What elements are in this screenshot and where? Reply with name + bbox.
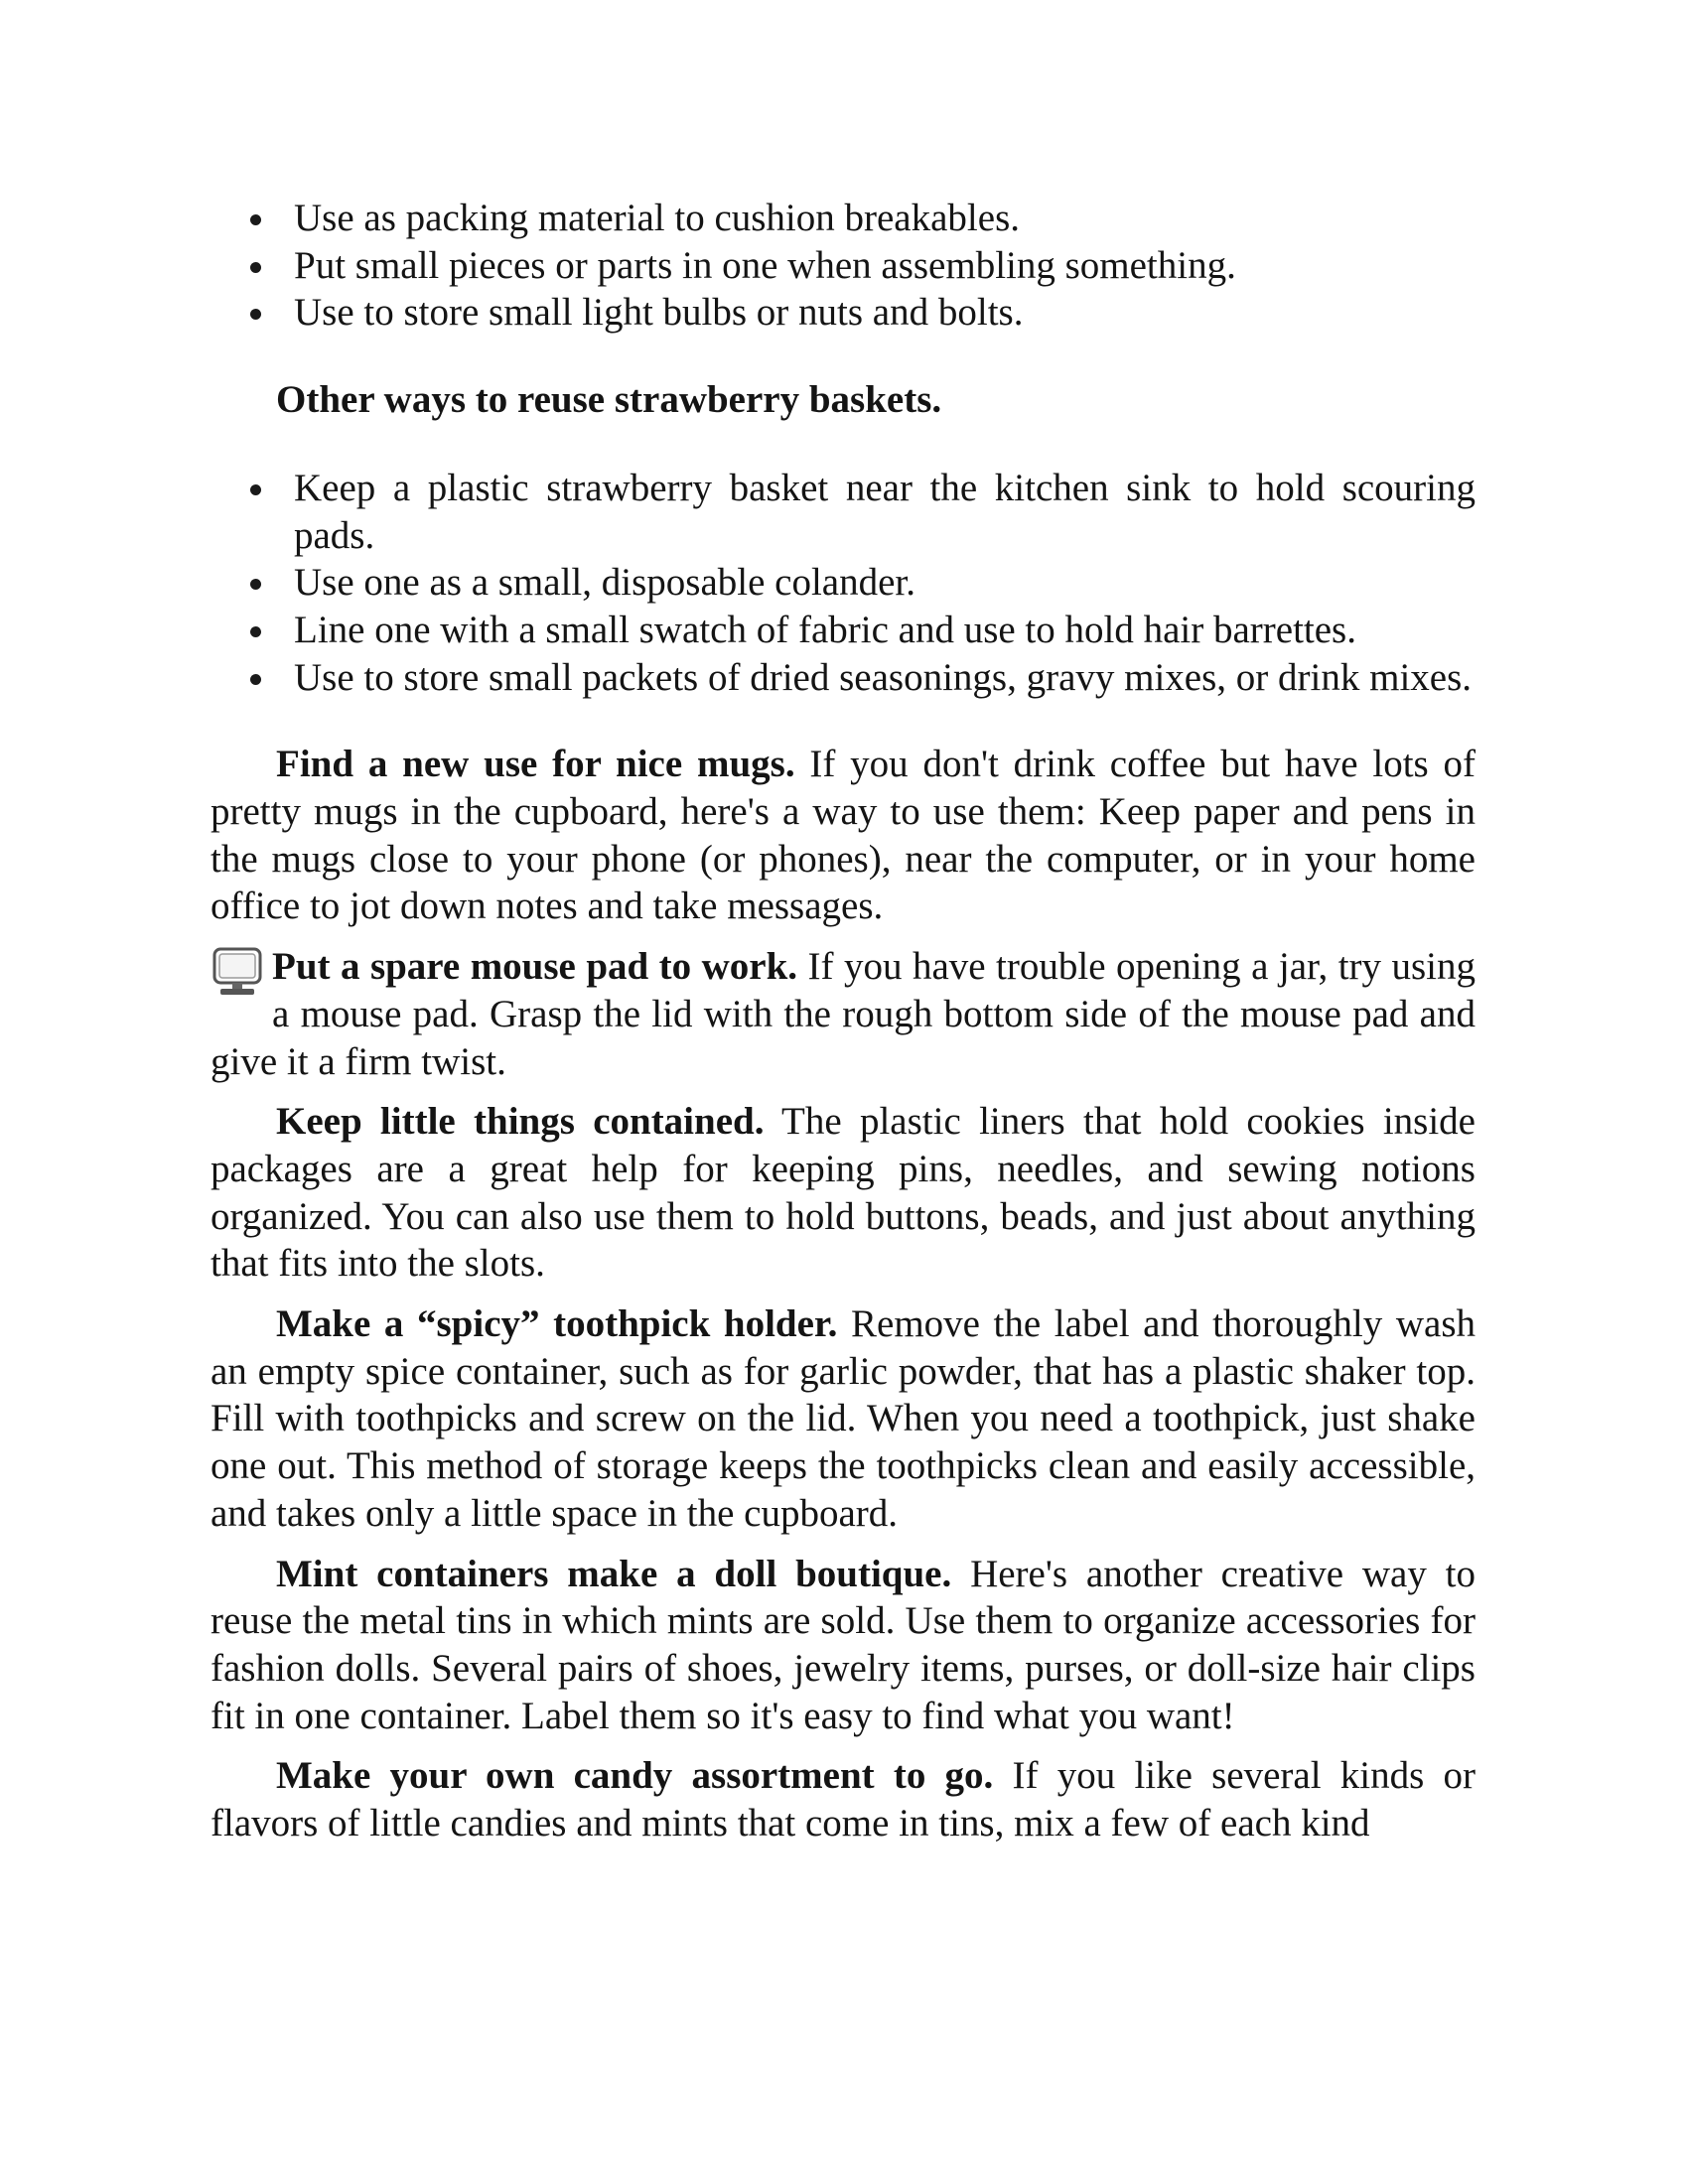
- tip-heading: Put a spare mouse pad to work.: [272, 945, 798, 989]
- tip-body: If you have trouble opening a jar, try using a mouse pad. Grasp the lid with the rough bottom side of the mouse pad and give it a firm twist.: [211, 945, 1476, 1083]
- tip-paragraph: [211, 943, 1476, 1085]
- tip-heading: Make a “spicy” toothpick holder.: [276, 1302, 838, 1346]
- computer-icon: [211, 947, 266, 997]
- section-subheading: Other ways to reuse strawberry baskets.: [276, 378, 942, 422]
- tip-body: If you like several kinds or flavors of little candies and mints that come in tins, mix a few of each kind: [211, 1754, 1476, 1845]
- bullet-list-uses: [211, 195, 1476, 337]
- list-item: Use one as a small, disposable colander.: [294, 559, 1476, 607]
- tip-body: Here's another creative way to reuse the metal tins in which mints are sold. Use them to organize accessories for fashion dolls. Several pairs of shoes, jewelry items, purses, or doll-size hair clips fit in one container. Label them so it's easy to find what you want!: [211, 1552, 1476, 1737]
- tip-paragraph: [211, 1752, 1476, 1846]
- tip-heading: Make your own candy assortment to go.: [276, 1754, 994, 1798]
- list-item: Use to store small light bulbs or nuts and bolts.: [294, 289, 1476, 337]
- list-item: Use as packing material to cushion breakables.: [294, 195, 1476, 242]
- bullet-list-strawberry-baskets: [211, 465, 1476, 702]
- list-item: Keep a plastic strawberry basket near the kitchen sink to hold scouring pads.: [294, 465, 1476, 559]
- document-page: [211, 195, 1476, 1860]
- tip-paragraph: [211, 1300, 1476, 1538]
- list-item: Use to store small packets of dried seasonings, gravy mixes, or drink mixes.: [294, 654, 1476, 702]
- tip-paragraph: [211, 1551, 1476, 1740]
- tip-heading: Mint containers make a doll boutique.: [276, 1552, 952, 1595]
- tip-body: Remove the label and thoroughly wash an empty spice container, such as for garlic powder, that has a plastic shaker top. Fill with toothpicks and screw on the lid. When you need a toothpick, just shake one out. This method of storage keeps the toothpicks clean and easily accessible, and takes only a little space in the cupboard.: [211, 1302, 1476, 1535]
- tip-body: If you don't drink coffee but have lots of pretty mugs in the cupboard, here's a way to use them: Keep paper and pens in the mugs close to your phone (or phones), near the computer, or in your home office to jot down notes and take messages.: [211, 743, 1476, 928]
- tip-body: The plastic liners that hold cookies inside packages are a great help for keeping pins, needles, and sewing notions organized. You can also use them to hold buttons, beads, and just about anything that fits into the slots.: [211, 1100, 1476, 1286]
- tip-paragraph: [211, 1098, 1476, 1288]
- tip-paragraph: [211, 741, 1476, 930]
- list-item: Line one with a small swatch of fabric and use to hold hair barrettes.: [294, 607, 1476, 654]
- tip-heading: Keep little things contained.: [276, 1100, 765, 1144]
- tip-heading: Find a new use for nice mugs.: [276, 743, 795, 786]
- list-item: Put small pieces or parts in one when assembling something.: [294, 242, 1476, 290]
